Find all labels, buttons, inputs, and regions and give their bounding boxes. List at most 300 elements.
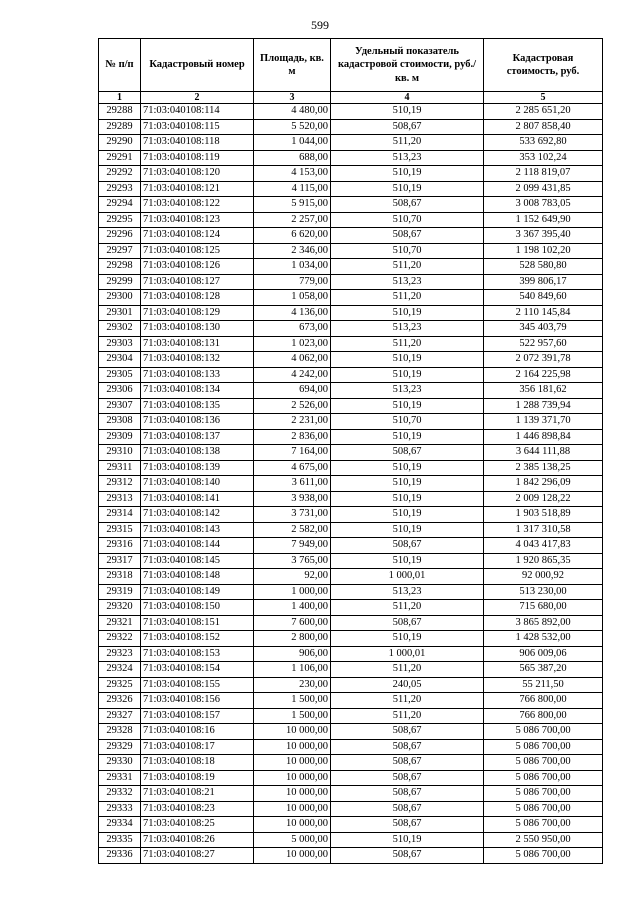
area-cell: 1 000,00 <box>254 584 331 600</box>
table-row <box>99 367 603 383</box>
row-number-cell: 29335 <box>99 832 141 848</box>
header-area: Площадь, кв. м <box>254 39 331 92</box>
area-cell: 7 949,00 <box>254 538 331 554</box>
cadastral-number-cell: 71:03:040108:148 <box>141 569 254 585</box>
cadastral-value-cell: 2 118 819,07 <box>484 166 603 182</box>
cadastral-number-cell: 71:03:040108:126 <box>141 259 254 275</box>
specific-value-cell: 510,19 <box>331 429 484 445</box>
area-cell: 4 675,00 <box>254 460 331 476</box>
cadastral-number-cell: 71:03:040108:135 <box>141 398 254 414</box>
specific-value-cell: 510,70 <box>331 212 484 228</box>
row-number-cell: 29325 <box>99 677 141 693</box>
area-cell: 1 034,00 <box>254 259 331 275</box>
cadastral-number-cell: 71:03:040108:145 <box>141 553 254 569</box>
cadastral-value-cell: 1 903 518,89 <box>484 507 603 523</box>
cadastral-value-cell: 356 181,62 <box>484 383 603 399</box>
cadastral-number-cell: 71:03:040108:16 <box>141 724 254 740</box>
table-row <box>99 801 603 817</box>
specific-value-cell: 511,20 <box>331 135 484 151</box>
cadastral-number-cell: 71:03:040108:149 <box>141 584 254 600</box>
area-cell: 10 000,00 <box>254 817 331 833</box>
area-cell: 10 000,00 <box>254 739 331 755</box>
cadastral-number-cell: 71:03:040108:121 <box>141 181 254 197</box>
area-cell: 5 520,00 <box>254 119 331 135</box>
table-row <box>99 739 603 755</box>
area-cell: 10 000,00 <box>254 848 331 864</box>
row-number-cell: 29305 <box>99 367 141 383</box>
cadastral-value-cell: 513 230,00 <box>484 584 603 600</box>
cadastral-number-cell: 71:03:040108:123 <box>141 212 254 228</box>
cadastral-value-cell: 1 428 532,00 <box>484 631 603 647</box>
table-row <box>99 724 603 740</box>
table-row <box>99 476 603 492</box>
area-cell: 1 023,00 <box>254 336 331 352</box>
cadastral-number-cell: 71:03:040108:128 <box>141 290 254 306</box>
area-cell: 2 800,00 <box>254 631 331 647</box>
cadastral-number-cell: 71:03:040108:151 <box>141 615 254 631</box>
header-row-number: № п/п <box>99 39 141 92</box>
cadastral-value-cell: 353 102,24 <box>484 150 603 166</box>
table-row <box>99 708 603 724</box>
row-number-cell: 29316 <box>99 538 141 554</box>
row-number-cell: 29333 <box>99 801 141 817</box>
cadastral-number-cell: 71:03:040108:150 <box>141 600 254 616</box>
row-number-cell: 29317 <box>99 553 141 569</box>
table-row <box>99 445 603 461</box>
table-row <box>99 662 603 678</box>
area-cell: 3 765,00 <box>254 553 331 569</box>
row-number-cell: 29336 <box>99 848 141 864</box>
area-cell: 3 611,00 <box>254 476 331 492</box>
area-cell: 779,00 <box>254 274 331 290</box>
specific-value-cell: 510,19 <box>331 104 484 120</box>
table-row <box>99 786 603 802</box>
cadastral-value-cell: 5 086 700,00 <box>484 786 603 802</box>
table-row <box>99 429 603 445</box>
cadastral-value-cell: 715 680,00 <box>484 600 603 616</box>
row-number-cell: 29301 <box>99 305 141 321</box>
specific-value-cell: 510,19 <box>331 352 484 368</box>
row-number-cell: 29312 <box>99 476 141 492</box>
specific-value-cell: 510,19 <box>331 367 484 383</box>
area-cell: 2 257,00 <box>254 212 331 228</box>
area-cell: 4 242,00 <box>254 367 331 383</box>
row-number-cell: 29331 <box>99 770 141 786</box>
cadastral-number-cell: 71:03:040108:127 <box>141 274 254 290</box>
specific-value-cell: 1 000,01 <box>331 646 484 662</box>
table-row <box>99 383 603 399</box>
cadastral-value-cell: 1 317 310,58 <box>484 522 603 538</box>
table-row <box>99 274 603 290</box>
column-number-row <box>99 92 603 104</box>
table-row <box>99 631 603 647</box>
cadastral-number-cell: 71:03:040108:156 <box>141 693 254 709</box>
cadastral-value-cell: 1 920 865,35 <box>484 553 603 569</box>
cadastral-number-cell: 71:03:040108:124 <box>141 228 254 244</box>
specific-value-cell: 508,67 <box>331 801 484 817</box>
area-cell: 688,00 <box>254 150 331 166</box>
area-cell: 10 000,00 <box>254 770 331 786</box>
area-cell: 10 000,00 <box>254 755 331 771</box>
cadastral-value-cell: 4 043 417,83 <box>484 538 603 554</box>
area-cell: 906,00 <box>254 646 331 662</box>
table-row <box>99 817 603 833</box>
row-number-cell: 29313 <box>99 491 141 507</box>
table-row <box>99 290 603 306</box>
row-number-cell: 29311 <box>99 460 141 476</box>
specific-value-cell: 510,19 <box>331 553 484 569</box>
row-number-cell: 29291 <box>99 150 141 166</box>
cadastral-value-cell: 5 086 700,00 <box>484 801 603 817</box>
table-row <box>99 755 603 771</box>
specific-value-cell: 510,19 <box>331 507 484 523</box>
row-number-cell: 29289 <box>99 119 141 135</box>
row-number-cell: 29332 <box>99 786 141 802</box>
row-number-cell: 29295 <box>99 212 141 228</box>
area-cell: 5 000,00 <box>254 832 331 848</box>
cadastral-number-cell: 71:03:040108:134 <box>141 383 254 399</box>
cadastral-number-cell: 71:03:040108:118 <box>141 135 254 151</box>
cadastral-number-cell: 71:03:040108:125 <box>141 243 254 259</box>
table-row <box>99 228 603 244</box>
cadastral-number-cell: 71:03:040108:144 <box>141 538 254 554</box>
specific-value-cell: 508,67 <box>331 739 484 755</box>
area-cell: 1 500,00 <box>254 708 331 724</box>
cadastral-number-cell: 71:03:040108:25 <box>141 817 254 833</box>
table-row <box>99 212 603 228</box>
row-number-cell: 29299 <box>99 274 141 290</box>
cadastral-value-cell: 528 580,80 <box>484 259 603 275</box>
specific-value-cell: 508,67 <box>331 770 484 786</box>
cadastral-value-cell: 766 800,00 <box>484 708 603 724</box>
specific-value-cell: 511,20 <box>331 290 484 306</box>
row-number-cell: 29318 <box>99 569 141 585</box>
cadastral-value-table <box>98 38 603 864</box>
area-cell: 5 915,00 <box>254 197 331 213</box>
row-number-cell: 29302 <box>99 321 141 337</box>
cadastral-number-cell: 71:03:040108:157 <box>141 708 254 724</box>
row-number-cell: 29300 <box>99 290 141 306</box>
cadastral-number-cell: 71:03:040108:18 <box>141 755 254 771</box>
table-row <box>99 507 603 523</box>
row-number-cell: 29327 <box>99 708 141 724</box>
specific-value-cell: 510,19 <box>331 476 484 492</box>
cadastral-number-cell: 71:03:040108:26 <box>141 832 254 848</box>
table-row <box>99 414 603 430</box>
table-row <box>99 166 603 182</box>
cadastral-number-cell: 71:03:040108:19 <box>141 770 254 786</box>
row-number-cell: 29309 <box>99 429 141 445</box>
cadastral-value-cell: 55 211,50 <box>484 677 603 693</box>
header-cadastral-value: Кадастровая стоимость, руб. <box>484 39 603 92</box>
cadastral-value-cell: 2 385 138,25 <box>484 460 603 476</box>
specific-value-cell: 508,67 <box>331 848 484 864</box>
row-number-cell: 29297 <box>99 243 141 259</box>
cadastral-number-cell: 71:03:040108:136 <box>141 414 254 430</box>
area-cell: 1 500,00 <box>254 693 331 709</box>
cadastral-value-cell: 766 800,00 <box>484 693 603 709</box>
table-row <box>99 677 603 693</box>
table-row <box>99 104 603 120</box>
specific-value-cell: 511,20 <box>331 662 484 678</box>
area-cell: 2 346,00 <box>254 243 331 259</box>
specific-value-cell: 513,23 <box>331 584 484 600</box>
table-header <box>99 39 603 104</box>
area-cell: 4 115,00 <box>254 181 331 197</box>
table-row <box>99 693 603 709</box>
cadastral-number-cell: 71:03:040108:23 <box>141 801 254 817</box>
row-number-cell: 29315 <box>99 522 141 538</box>
table-row <box>99 305 603 321</box>
specific-value-cell: 511,20 <box>331 600 484 616</box>
row-number-cell: 29306 <box>99 383 141 399</box>
area-cell: 3 938,00 <box>254 491 331 507</box>
area-cell: 4 062,00 <box>254 352 331 368</box>
table-row <box>99 352 603 368</box>
row-number-cell: 29329 <box>99 739 141 755</box>
row-number-cell: 29304 <box>99 352 141 368</box>
cadastral-value-cell: 2 164 225,98 <box>484 367 603 383</box>
cadastral-number-cell: 71:03:040108:152 <box>141 631 254 647</box>
row-number-cell: 29320 <box>99 600 141 616</box>
cadastral-number-cell: 71:03:040108:133 <box>141 367 254 383</box>
row-number-cell: 29294 <box>99 197 141 213</box>
table-row <box>99 615 603 631</box>
area-cell: 10 000,00 <box>254 724 331 740</box>
cadastral-value-cell: 1 152 649,90 <box>484 212 603 228</box>
specific-value-cell: 508,67 <box>331 445 484 461</box>
table-body <box>99 104 603 864</box>
area-cell: 1 106,00 <box>254 662 331 678</box>
row-number-cell: 29324 <box>99 662 141 678</box>
area-cell: 2 526,00 <box>254 398 331 414</box>
row-number-cell: 29296 <box>99 228 141 244</box>
table-row <box>99 398 603 414</box>
specific-value-cell: 510,19 <box>331 181 484 197</box>
row-number-cell: 29334 <box>99 817 141 833</box>
specific-value-cell: 510,19 <box>331 491 484 507</box>
cadastral-value-cell: 1 139 371,70 <box>484 414 603 430</box>
table-row <box>99 243 603 259</box>
specific-value-cell: 508,67 <box>331 197 484 213</box>
row-number-cell: 29308 <box>99 414 141 430</box>
area-cell: 92,00 <box>254 569 331 585</box>
cadastral-number-cell: 71:03:040108:21 <box>141 786 254 802</box>
table-row <box>99 197 603 213</box>
specific-value-cell: 511,20 <box>331 336 484 352</box>
row-number-cell: 29288 <box>99 104 141 120</box>
row-number-cell: 29303 <box>99 336 141 352</box>
table-row <box>99 491 603 507</box>
cadastral-number-cell: 71:03:040108:137 <box>141 429 254 445</box>
specific-value-cell: 508,67 <box>331 538 484 554</box>
cadastral-number-cell: 71:03:040108:139 <box>141 460 254 476</box>
cadastral-number-cell: 71:03:040108:153 <box>141 646 254 662</box>
area-cell: 6 620,00 <box>254 228 331 244</box>
area-cell: 4 153,00 <box>254 166 331 182</box>
column-number: 4 <box>331 92 484 104</box>
table-row <box>99 600 603 616</box>
specific-value-cell: 510,19 <box>331 522 484 538</box>
row-number-cell: 29319 <box>99 584 141 600</box>
cadastral-value-cell: 92 000,92 <box>484 569 603 585</box>
specific-value-cell: 508,67 <box>331 615 484 631</box>
cadastral-value-cell: 540 849,60 <box>484 290 603 306</box>
row-number-cell: 29310 <box>99 445 141 461</box>
cadastral-value-cell: 2 099 431,85 <box>484 181 603 197</box>
cadastral-value-cell: 3 644 111,88 <box>484 445 603 461</box>
area-cell: 694,00 <box>254 383 331 399</box>
cadastral-number-cell: 71:03:040108:115 <box>141 119 254 135</box>
cadastral-value-cell: 3 865 892,00 <box>484 615 603 631</box>
cadastral-number-cell: 71:03:040108:17 <box>141 739 254 755</box>
page-number: 599 <box>311 18 329 32</box>
cadastral-value-cell: 5 086 700,00 <box>484 724 603 740</box>
row-number-cell: 29326 <box>99 693 141 709</box>
specific-value-cell: 510,70 <box>331 414 484 430</box>
cadastral-number-cell: 71:03:040108:143 <box>141 522 254 538</box>
specific-value-cell: 511,20 <box>331 693 484 709</box>
row-number-cell: 29292 <box>99 166 141 182</box>
cadastral-value-cell: 2 009 128,22 <box>484 491 603 507</box>
specific-value-cell: 240,05 <box>331 677 484 693</box>
area-cell: 2 231,00 <box>254 414 331 430</box>
table-row <box>99 832 603 848</box>
specific-value-cell: 511,20 <box>331 259 484 275</box>
table-row <box>99 646 603 662</box>
cadastral-value-cell: 522 957,60 <box>484 336 603 352</box>
area-cell: 3 731,00 <box>254 507 331 523</box>
cadastral-number-cell: 71:03:040108:131 <box>141 336 254 352</box>
table-row <box>99 135 603 151</box>
row-number-cell: 29330 <box>99 755 141 771</box>
table-row <box>99 770 603 786</box>
column-number: 3 <box>254 92 331 104</box>
table-row <box>99 569 603 585</box>
area-cell: 673,00 <box>254 321 331 337</box>
cadastral-value-cell: 1 842 296,09 <box>484 476 603 492</box>
cadastral-number-cell: 71:03:040108:27 <box>141 848 254 864</box>
specific-value-cell: 510,19 <box>331 631 484 647</box>
area-cell: 4 136,00 <box>254 305 331 321</box>
table-row <box>99 150 603 166</box>
header-row <box>99 39 603 92</box>
specific-value-cell: 508,67 <box>331 119 484 135</box>
cadastral-number-cell: 71:03:040108:141 <box>141 491 254 507</box>
column-number: 5 <box>484 92 603 104</box>
column-number: 1 <box>99 92 141 104</box>
cadastral-number-cell: 71:03:040108:120 <box>141 166 254 182</box>
row-number-cell: 29293 <box>99 181 141 197</box>
row-number-cell: 29328 <box>99 724 141 740</box>
header-specific-value: Удельный показатель кадастровой стоимости, руб./кв. м <box>331 39 484 92</box>
specific-value-cell: 508,67 <box>331 817 484 833</box>
specific-value-cell: 513,23 <box>331 150 484 166</box>
cadastral-number-cell: 71:03:040108:132 <box>141 352 254 368</box>
table-row <box>99 584 603 600</box>
area-cell: 1 044,00 <box>254 135 331 151</box>
table-row <box>99 181 603 197</box>
table-row <box>99 848 603 864</box>
cadastral-number-cell: 71:03:040108:155 <box>141 677 254 693</box>
cadastral-number-cell: 71:03:040108:119 <box>141 150 254 166</box>
area-cell: 10 000,00 <box>254 786 331 802</box>
table-row <box>99 538 603 554</box>
specific-value-cell: 513,23 <box>331 274 484 290</box>
row-number-cell: 29314 <box>99 507 141 523</box>
row-number-cell: 29323 <box>99 646 141 662</box>
area-cell: 7 600,00 <box>254 615 331 631</box>
cadastral-number-cell: 71:03:040108:122 <box>141 197 254 213</box>
table-row <box>99 522 603 538</box>
row-number-cell: 29298 <box>99 259 141 275</box>
table-row <box>99 119 603 135</box>
specific-value-cell: 510,19 <box>331 166 484 182</box>
cadastral-value-cell: 2 072 391,78 <box>484 352 603 368</box>
specific-value-cell: 510,19 <box>331 832 484 848</box>
cadastral-value-cell: 2 807 858,40 <box>484 119 603 135</box>
cadastral-value-cell: 906 009,06 <box>484 646 603 662</box>
cadastral-value-cell: 399 806,17 <box>484 274 603 290</box>
specific-value-cell: 1 000,01 <box>331 569 484 585</box>
cadastral-value-cell: 2 110 145,84 <box>484 305 603 321</box>
cadastral-number-cell: 71:03:040108:138 <box>141 445 254 461</box>
area-cell: 10 000,00 <box>254 801 331 817</box>
cadastral-number-cell: 71:03:040108:130 <box>141 321 254 337</box>
area-cell: 7 164,00 <box>254 445 331 461</box>
cadastral-value-cell: 1 198 102,20 <box>484 243 603 259</box>
cadastral-value-cell: 5 086 700,00 <box>484 817 603 833</box>
specific-value-cell: 508,67 <box>331 724 484 740</box>
cadastral-value-cell: 1 288 739,94 <box>484 398 603 414</box>
cadastral-value-cell: 345 403,79 <box>484 321 603 337</box>
specific-value-cell: 510,19 <box>331 460 484 476</box>
cadastral-value-cell: 2 285 651,20 <box>484 104 603 120</box>
cadastral-value-cell: 565 387,20 <box>484 662 603 678</box>
table-row <box>99 259 603 275</box>
specific-value-cell: 511,20 <box>331 708 484 724</box>
cadastral-value-cell: 3 008 783,05 <box>484 197 603 213</box>
cadastral-number-cell: 71:03:040108:142 <box>141 507 254 523</box>
cadastral-value-cell: 1 446 898,84 <box>484 429 603 445</box>
area-cell: 1 400,00 <box>254 600 331 616</box>
cadastral-number-cell: 71:03:040108:154 <box>141 662 254 678</box>
table-row <box>99 460 603 476</box>
cadastral-value-cell: 3 367 395,40 <box>484 228 603 244</box>
cadastral-number-cell: 71:03:040108:140 <box>141 476 254 492</box>
specific-value-cell: 510,70 <box>331 243 484 259</box>
header-cadastral-number: Кадастровый номер <box>141 39 254 92</box>
cadastral-value-cell: 2 550 950,00 <box>484 832 603 848</box>
cadastral-value-cell: 5 086 700,00 <box>484 739 603 755</box>
column-number: 2 <box>141 92 254 104</box>
specific-value-cell: 510,19 <box>331 305 484 321</box>
table-row <box>99 321 603 337</box>
specific-value-cell: 508,67 <box>331 786 484 802</box>
specific-value-cell: 513,23 <box>331 383 484 399</box>
specific-value-cell: 513,23 <box>331 321 484 337</box>
area-cell: 2 836,00 <box>254 429 331 445</box>
area-cell: 4 480,00 <box>254 104 331 120</box>
cadastral-value-cell: 5 086 700,00 <box>484 755 603 771</box>
cadastral-number-cell: 71:03:040108:129 <box>141 305 254 321</box>
area-cell: 230,00 <box>254 677 331 693</box>
table-row <box>99 336 603 352</box>
cadastral-value-cell: 5 086 700,00 <box>484 770 603 786</box>
specific-value-cell: 508,67 <box>331 228 484 244</box>
table-row <box>99 553 603 569</box>
row-number-cell: 29321 <box>99 615 141 631</box>
